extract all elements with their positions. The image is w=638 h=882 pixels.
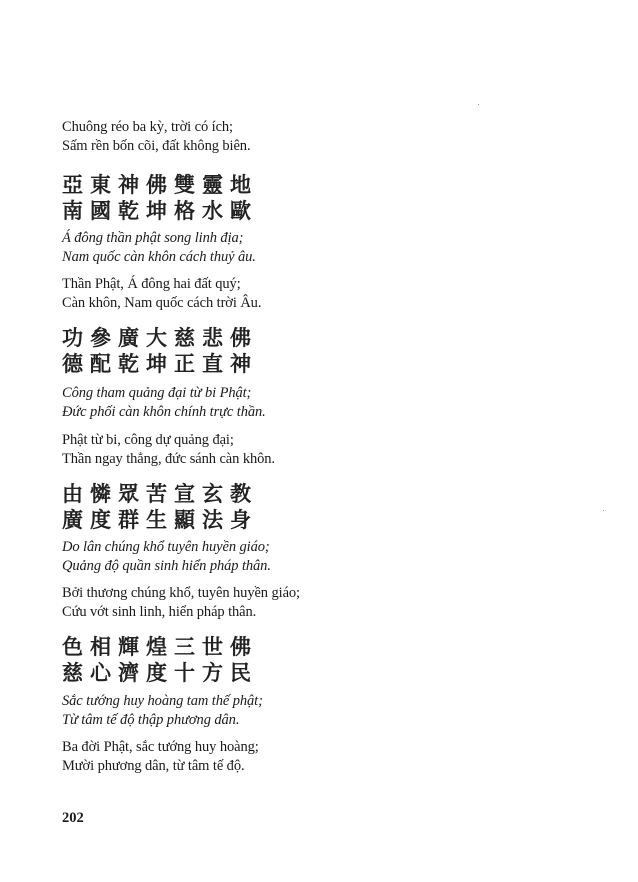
stanza-vietnamese-4 (62, 584, 582, 622)
verse-line: Càn khôn, Nam quốc cách trời Âu. (62, 295, 262, 311)
verse-line: Thần Phật, Á đông hai đất quý; (62, 276, 241, 292)
stanza-han-1 (62, 172, 582, 224)
han-verse-line: 功參廣大慈悲佛 (62, 326, 258, 350)
verse-line: Sấm rền bốn cõi, đất không biên. (62, 138, 251, 154)
han-verse-line: 色相輝煌三世佛 (62, 635, 258, 659)
han-verse-line: 南國乾坤格水歐 (62, 199, 258, 223)
transliteration-line: Á đông thần phật song linh địa; (62, 230, 244, 246)
transliteration-line: Đức phối càn khôn chính trực thần. (62, 404, 266, 420)
stanza-transliteration-4 (62, 692, 582, 730)
han-verse-line: 亞東神佛雙靈地 (62, 173, 258, 197)
transliteration-line: Nam quốc càn khôn cách thuỷ âu. (62, 249, 256, 265)
verse-line: Mười phương dân, từ tâm tế độ. (62, 758, 245, 774)
stanza-han-2 (62, 325, 582, 377)
stanza-vietnamese-2 (62, 275, 582, 313)
stanza-transliteration-1 (62, 229, 582, 267)
scan-speck (603, 510, 604, 511)
transliteration-line: Công tham quảng đại từ bi Phật; (62, 385, 252, 401)
verse-line: Bởi thương chúng khổ, tuyên huyền giáo; (62, 585, 300, 601)
transliteration-line: Từ tâm tế độ thập phương dân. (62, 712, 240, 728)
verse-line: Thần ngay thẳng, đức sánh càn khôn. (62, 451, 275, 467)
han-verse-line: 由憐眾苦宣玄教 (62, 482, 258, 506)
stanza-transliteration-2 (62, 384, 582, 422)
scan-speck (478, 104, 479, 105)
transliteration-line: Do lân chúng khổ tuyên huyền giáo; (62, 539, 270, 555)
han-verse-line: 德配乾坤正直神 (62, 352, 258, 376)
verse-line: Ba đời Phật, sắc tướng huy hoàng; (62, 739, 259, 755)
han-verse-line: 慈心濟度十方民 (62, 661, 258, 685)
han-verse-line: 廣度群生顯法身 (62, 508, 258, 532)
verse-line: Cứu vớt sinh linh, hiển pháp thân. (62, 604, 257, 620)
stanza-han-3 (62, 481, 582, 533)
stanza-han-4 (62, 634, 582, 686)
stanza-vietnamese-5 (62, 738, 582, 776)
page-number: 202 (62, 810, 84, 826)
stanza-vietnamese-3 (62, 431, 582, 469)
stanza-transliteration-3 (62, 538, 582, 576)
stanza-vietnamese-1 (62, 118, 582, 156)
verse-line: Phật từ bi, công dự quảng đại; (62, 432, 234, 448)
transliteration-line: Sắc tướng huy hoàng tam thế phật; (62, 693, 263, 709)
transliteration-line: Quảng độ quần sinh hiển pháp thân. (62, 558, 271, 574)
verse-line: Chuông réo ba kỳ, trời có ích; (62, 119, 233, 135)
